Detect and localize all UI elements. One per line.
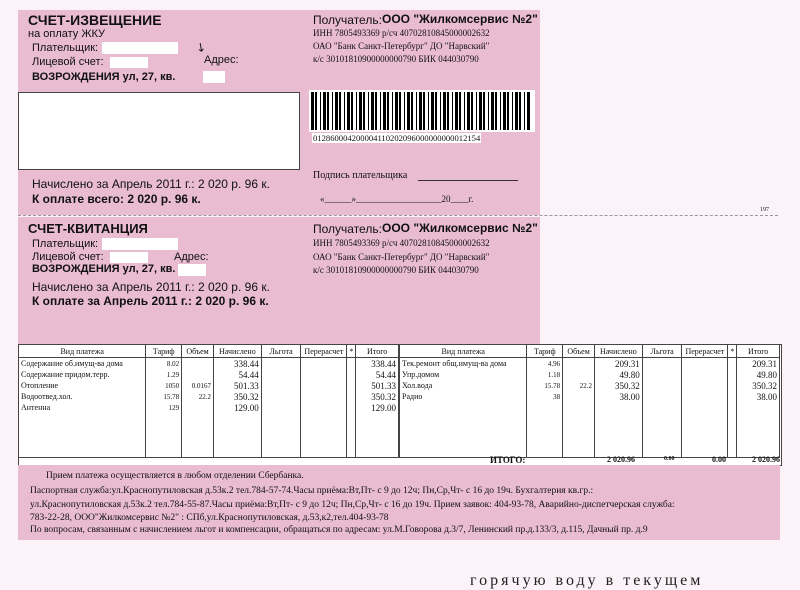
table-cell	[563, 446, 595, 458]
barcode-bar	[351, 92, 353, 130]
barcode-bar	[512, 92, 513, 130]
table-cell	[347, 380, 356, 391]
table-cell: 49.80	[737, 369, 780, 380]
table-cell	[261, 369, 301, 380]
table-cell	[682, 435, 728, 446]
table-row	[19, 424, 399, 435]
barcode-bar	[519, 92, 521, 130]
barcode-bar	[467, 92, 470, 130]
receipt-address: ВОЗРОЖДЕНИЯ ул, 27, кв.	[32, 263, 176, 275]
table-row	[400, 391, 780, 402]
barcode-bar	[491, 92, 494, 130]
receipt-right-panel	[300, 217, 540, 345]
table-cell	[182, 424, 214, 435]
barcode-bar	[447, 92, 449, 130]
barcode-bar	[404, 92, 405, 130]
table-cell	[728, 358, 737, 370]
barcode-bar	[464, 92, 465, 130]
notice-payer-label: Плательщик:	[32, 42, 99, 54]
table-cell	[301, 391, 347, 402]
table-cell	[301, 402, 347, 413]
table-cell	[356, 413, 399, 424]
receipt-account-redacted	[110, 252, 148, 263]
column-header: Льгота	[261, 345, 301, 358]
table-cell: 338.44	[213, 358, 261, 370]
footer-line5: По вопросам, связанным с начислением льгот и компенсации, обращаться по адресам: ул.М.Говорова д.3/7, Ленинский пр.д.133/3, д.115, Дачный пр. д.9	[30, 525, 648, 535]
table-row	[19, 358, 399, 370]
table-row	[19, 435, 399, 446]
notice-apartment-redacted	[203, 71, 225, 83]
table-cell	[301, 380, 347, 391]
barcode-bar	[383, 92, 386, 130]
total-benefit: 0.00	[664, 456, 675, 462]
table-cell	[261, 446, 301, 458]
receipt-bank-line1: ИНН 7805493369 р/сч 40702810845000002632	[313, 238, 490, 248]
table-cell	[642, 402, 682, 413]
barcode-bar	[399, 92, 401, 130]
column-header: Тариф	[527, 345, 563, 358]
table-cell	[146, 424, 182, 435]
table-cell	[146, 446, 182, 458]
table-cell	[347, 358, 356, 370]
footer-line1: Прием платежа осуществляется в любом отделении Сбербанка.	[46, 471, 304, 481]
barcode-bar	[435, 92, 437, 130]
receipt-bank-line2: ОАО "Банк Санкт-Петербург" ДО "Нарвский"	[313, 252, 490, 262]
table-cell: 22.2	[563, 380, 595, 391]
table-cell: Содержание придом.терр.	[19, 369, 146, 380]
table-cell: Упр.домом	[400, 369, 527, 380]
table-cell	[301, 369, 347, 380]
table-cell	[347, 424, 356, 435]
table-cell	[182, 413, 214, 424]
table-cell	[146, 435, 182, 446]
table-cell	[347, 391, 356, 402]
barcode-bar	[455, 92, 458, 130]
barcode-bar	[423, 92, 425, 130]
column-header: Объем	[563, 345, 595, 358]
table-cell	[400, 435, 527, 446]
table-cell: 129.00	[213, 402, 261, 413]
table-cell	[728, 380, 737, 391]
table-cell	[19, 424, 146, 435]
table-cell	[682, 369, 728, 380]
table-cell: 8.02	[146, 358, 182, 370]
table-cell: 501.33	[356, 380, 399, 391]
barcode-bar	[323, 92, 326, 130]
table-cell: Радио	[400, 391, 527, 402]
table-cell	[301, 435, 347, 446]
table-cell	[19, 446, 146, 458]
table-cell: 129	[146, 402, 182, 413]
signature-line	[418, 180, 518, 181]
barcode-bar	[416, 92, 417, 130]
table-cell	[682, 402, 728, 413]
table-cell	[595, 424, 643, 435]
table-cell	[595, 402, 643, 413]
receipt-apartment-redacted	[178, 264, 206, 276]
table-cell	[642, 446, 682, 458]
table-row	[19, 391, 399, 402]
table-cell	[19, 413, 146, 424]
table-cell: 54.44	[213, 369, 261, 380]
table-cell	[301, 424, 347, 435]
barcode-bar	[452, 92, 453, 130]
table-row	[19, 446, 399, 458]
table-cell	[527, 413, 563, 424]
notice-bank-line2: ОАО "Банк Санкт-Петербург" ДО "Нарвский"	[313, 41, 490, 51]
barcode-bar	[380, 92, 381, 130]
table-row	[400, 402, 780, 413]
total-sum: 2 020.96	[752, 455, 780, 464]
table-cell: Тек.ремонт общ.имущ-ва дома	[400, 358, 527, 370]
table-cell	[728, 424, 737, 435]
table-cell	[728, 446, 737, 458]
table-cell	[563, 424, 595, 435]
column-header: Итого	[737, 345, 780, 358]
table-cell	[527, 446, 563, 458]
barcode-bar	[479, 92, 482, 130]
column-header: Льгота	[642, 345, 682, 358]
column-header: *	[347, 345, 356, 358]
table-cell: 15.78	[146, 391, 182, 402]
total-recalc: 0.00	[712, 455, 726, 464]
table-cell	[682, 358, 728, 370]
table-cell	[400, 424, 527, 435]
table-cell	[356, 446, 399, 458]
table-cell	[682, 413, 728, 424]
table-cell	[356, 424, 399, 435]
barcode-bar	[507, 92, 509, 130]
table-cell	[642, 435, 682, 446]
table-row	[400, 358, 780, 370]
notice-recipient-label: Получатель:	[313, 13, 382, 27]
barcode-bar	[527, 92, 530, 130]
barcode-bar	[332, 92, 333, 130]
table-cell	[642, 391, 682, 402]
table-cell	[213, 435, 261, 446]
table-cell	[642, 413, 682, 424]
table-cell	[682, 424, 728, 435]
table-cell: 22.2	[182, 391, 214, 402]
table-cell	[182, 358, 214, 370]
notice-recipient: ООО "Жилкомсервис №2"	[382, 12, 538, 26]
table-cell	[182, 446, 214, 458]
table-cell: 209.31	[595, 358, 643, 370]
table-cell	[261, 391, 301, 402]
table-cell: Содержание об.имущ-ва дома	[19, 358, 146, 370]
table-cell	[728, 435, 737, 446]
barcode-bar	[419, 92, 422, 130]
table-cell: Антенна	[19, 402, 146, 413]
table-row	[19, 380, 399, 391]
column-header: Вид платежа	[19, 345, 146, 358]
table-cell	[347, 369, 356, 380]
table-cell: 350.32	[213, 391, 261, 402]
column-header: *	[728, 345, 737, 358]
total-label: ИТОГО:	[490, 455, 526, 465]
barcode-bar	[515, 92, 518, 130]
barcode-bar	[495, 92, 497, 130]
barcode-bar	[524, 92, 525, 130]
barcode-bar	[375, 92, 377, 130]
barcode-bar	[483, 92, 485, 130]
table-cell	[347, 413, 356, 424]
column-header: Перерасчет	[682, 345, 728, 358]
payments-table-right	[399, 344, 780, 458]
table-cell	[682, 391, 728, 402]
table-cell: 38	[527, 391, 563, 402]
barcode-bar	[503, 92, 506, 130]
barcode-bar	[359, 92, 362, 130]
barcode-bar	[371, 92, 374, 130]
footer-line2: Паспортная служба:ул.Краснопутиловская д.53к.2 тел.784-57-74.Часы приёма:Вт,Пт- с 9 до 12ч; Пн,Ср,Чт- с 16 до 19ч. Бухгалтерия кв.гр.:	[30, 486, 594, 496]
table-cell	[563, 435, 595, 446]
table-cell	[213, 413, 261, 424]
table-cell	[347, 435, 356, 446]
table-cell	[261, 435, 301, 446]
barcode-bar	[431, 92, 434, 130]
receipt-payer-redacted	[102, 238, 178, 250]
table-row	[400, 380, 780, 391]
table-cell	[728, 369, 737, 380]
notice-address: ВОЗРОЖДЕНИЯ ул, 27, кв.	[32, 71, 176, 83]
table-cell	[642, 380, 682, 391]
column-header: Начислено	[595, 345, 643, 358]
table-cell	[642, 369, 682, 380]
notice-accrued: Начислено за Апрель 2011 г.: 2 020 р. 96 к.	[32, 177, 270, 191]
barcode-bar	[356, 92, 357, 130]
barcode-bar	[339, 92, 341, 130]
barcode-bar	[327, 92, 329, 130]
table-cell	[146, 413, 182, 424]
notice-payer-redacted	[102, 42, 178, 54]
date-line: «______»___________________20____г.	[320, 194, 474, 204]
table-cell	[356, 435, 399, 446]
receipt-bank-line3: к/с 30101810900000000790 БИК 044030790	[313, 265, 479, 275]
column-header: Начислено	[213, 345, 261, 358]
table-cell	[563, 358, 595, 370]
table-cell	[728, 391, 737, 402]
barcode-bar	[320, 92, 321, 130]
column-header: Объем	[182, 345, 214, 358]
table-cell	[595, 413, 643, 424]
table-cell	[213, 446, 261, 458]
table-cell	[682, 380, 728, 391]
table-cell	[563, 402, 595, 413]
bleed-text: горячую воду в текущем	[470, 572, 704, 589]
barcode-bar	[344, 92, 345, 130]
table-cell	[737, 402, 780, 413]
table-cell: 1050	[146, 380, 182, 391]
table-cell	[728, 402, 737, 413]
column-header: Итого	[356, 345, 399, 358]
table-cell	[182, 402, 214, 413]
table-cell	[563, 391, 595, 402]
table-cell: Отопление	[19, 380, 146, 391]
receipt-account-label: Лицевой счет:	[32, 251, 104, 263]
table-cell: 38.00	[595, 391, 643, 402]
receipt-recipient-label: Получатель:	[313, 222, 382, 236]
table-cell	[527, 435, 563, 446]
table-cell: 350.32	[356, 391, 399, 402]
barcode-bar	[395, 92, 398, 130]
table-cell	[400, 413, 527, 424]
barcode-bar	[411, 92, 413, 130]
table-cell: Водоотвед.хол.	[19, 391, 146, 402]
barcode	[309, 90, 535, 132]
notice-title: СЧЕТ-ИЗВЕЩЕНИЕ	[28, 12, 162, 28]
table-cell: 209.31	[737, 358, 780, 370]
notice-bank-line3: к/с 30101810900000000790 БИК 044030790	[313, 54, 479, 64]
table-cell	[261, 424, 301, 435]
barcode-bar	[368, 92, 369, 130]
notice-account-redacted	[110, 57, 148, 68]
payments-table-left	[18, 344, 399, 458]
table-cell	[595, 435, 643, 446]
table-cell: 1.29	[146, 369, 182, 380]
barcode-bar	[335, 92, 338, 130]
table-cell	[563, 369, 595, 380]
barcode-bar	[407, 92, 410, 130]
table-cell	[347, 402, 356, 413]
receipt-recipient: ООО "Жилкомсервис №2"	[382, 221, 538, 235]
barcode-bar	[476, 92, 477, 130]
barcode-bar	[459, 92, 461, 130]
table-cell: 1.18	[527, 369, 563, 380]
column-header: Тариф	[146, 345, 182, 358]
barcode-bar	[392, 92, 393, 130]
table-cell	[301, 358, 347, 370]
footer-line3: ул.Краснопутиловская д.53к.2 тел.784-55-87.Часы приёма:Вт,Пт- с 9 до 12ч; Пн,Ср,Чт- с 16 до 19ч. Прием заявок: 404-93-78, Аварийно-диспетчерская служба:	[30, 500, 675, 510]
table-cell	[261, 413, 301, 424]
receipt-payer-label: Плательщик:	[32, 238, 99, 250]
barcode-bar	[315, 92, 317, 130]
table-cell	[642, 358, 682, 370]
barcode-bar	[500, 92, 501, 130]
receipt-accrued: Начислено за Апрель 2011 г.: 2 020 р. 96 к.	[32, 280, 270, 294]
table-row	[400, 435, 780, 446]
table-cell	[527, 424, 563, 435]
table-row	[400, 413, 780, 424]
notice-address-label: Адрес:	[204, 54, 239, 66]
barcode-bar	[311, 92, 314, 130]
table-cell	[737, 424, 780, 435]
table-cell: Хол.вода	[400, 380, 527, 391]
column-header: Вид платежа	[400, 345, 527, 358]
barcode-bar	[471, 92, 473, 130]
table-cell	[261, 380, 301, 391]
table-cell	[728, 413, 737, 424]
small-code: 197	[760, 207, 769, 213]
receipt-title: СЧЕТ-КВИТАНЦИЯ	[28, 221, 148, 236]
notice-total-due: К оплате всего: 2 020 р. 96 к.	[32, 192, 201, 206]
barcode-bar	[443, 92, 446, 130]
table-cell: 0.0167	[182, 380, 214, 391]
notice-subtitle: на оплату ЖКУ	[28, 28, 106, 40]
table-cell	[213, 424, 261, 435]
barcode-bar	[488, 92, 489, 130]
table-cell	[301, 446, 347, 458]
table-cell: 129.00	[356, 402, 399, 413]
notice-white-box	[18, 92, 300, 170]
receipt-address-label: Адрес:	[174, 251, 209, 263]
table-cell	[347, 446, 356, 458]
table-cell: 501.33	[213, 380, 261, 391]
table-cell	[563, 413, 595, 424]
barcode-bar	[347, 92, 350, 130]
notice-bank-line1: ИНН 7805493369 р/сч 40702810845000002632	[313, 28, 490, 38]
table-cell	[261, 402, 301, 413]
barcode-bar	[428, 92, 429, 130]
table-cell	[527, 402, 563, 413]
footer-line4: 783-22-28, ООО"Жилкомсервис №2" : СПб,ул.Краснопутиловская, д.53,к2,тел.404-93-78	[30, 513, 389, 523]
barcode-bar	[363, 92, 365, 130]
table-cell: 350.32	[737, 380, 780, 391]
column-header: Перерасчет	[301, 345, 347, 358]
table-row	[400, 369, 780, 380]
table-cell	[737, 435, 780, 446]
table-row	[19, 402, 399, 413]
table-cell: 15.78	[527, 380, 563, 391]
table-row	[400, 424, 780, 435]
table-cell	[182, 435, 214, 446]
table-cell	[400, 402, 527, 413]
table-cell	[642, 424, 682, 435]
table-cell: 350.32	[595, 380, 643, 391]
arrow-icon: ↘	[192, 38, 210, 56]
table-cell: 338.44	[356, 358, 399, 370]
barcode-number: 012860004200004110202096000000000012154	[313, 133, 481, 143]
table-row	[19, 413, 399, 424]
table-cell	[19, 435, 146, 446]
total-accrued: 2 020.96	[607, 455, 635, 464]
barcode-bar	[440, 92, 441, 130]
table-cell: 4.96	[527, 358, 563, 370]
table-cell	[261, 358, 301, 370]
table-cell: 54.44	[356, 369, 399, 380]
table-cell: 49.80	[595, 369, 643, 380]
signature-label: Подпись плательщика	[313, 170, 408, 181]
section-divider	[18, 215, 778, 216]
table-row	[19, 369, 399, 380]
receipt-due: К оплате за Апрель 2011 г.: 2 020 р. 96 к.	[32, 294, 269, 308]
table-cell	[301, 413, 347, 424]
table-cell: 38.00	[737, 391, 780, 402]
notice-account-label: Лицевой счет:	[32, 56, 104, 68]
table-cell	[737, 413, 780, 424]
barcode-bar	[387, 92, 389, 130]
table-cell	[182, 369, 214, 380]
